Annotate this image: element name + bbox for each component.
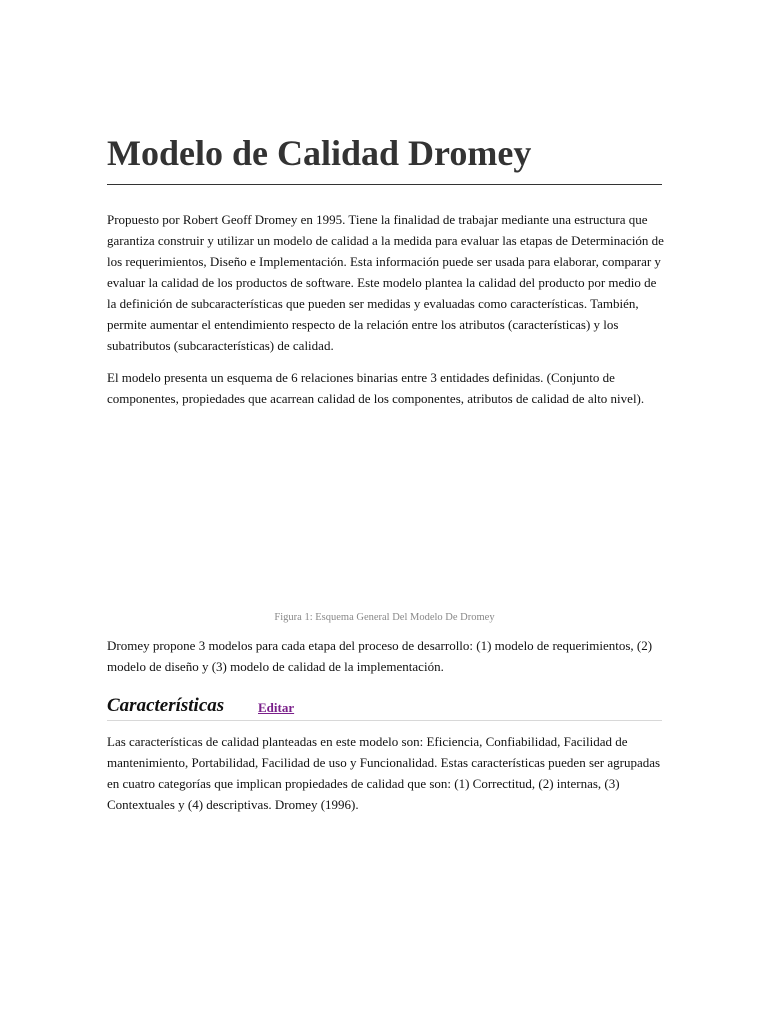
characteristics-paragraph: Las características de calidad planteadas en este modelo son: Eficiencia, Confiabilidad, Facilidad de mantenimiento, Portabilidad, Facilidad de uso y Funcionalidad. Estas características pueden ser agrupadas en cuatro categorías que implican propiedades de calidad que son: (1) Correctitud, (2) internas, (3) Contextuales y (4) descriptivas. Dromey (1996).	[107, 734, 661, 812]
section-header	[107, 694, 662, 721]
edit-link[interactable]: Editar	[258, 700, 295, 715]
figure-caption: Figura 1: Esquema General Del Modelo De Dromey	[274, 612, 495, 623]
figure-placeholder	[107, 420, 662, 600]
intro-paragraph: Propuesto por Robert Geoff Dromey en 1995. Tiene la finalidad de trabajar mediante una estructura que garantiza construir y utilizar un modelo de calidad a la medida para evaluar las etapas de Determinación de los requerimientos, Diseño e Implementación. Esta información puede ser usada para elaborar, comparar y evaluar la calidad de los productos de software. Este modelo plantea la calidad del producto por medio de la definición de subcaracterísticas que pueden ser medidas y evaluadas como características. También, permite aumentar el entendimiento respecto de la relación entre los atributos (características) y los subatributos (subcaracterísticas) de calidad.	[107, 212, 664, 353]
section-title: Características	[107, 695, 225, 716]
page-title: Modelo de Calidad Dromey	[107, 133, 532, 173]
title-divider	[107, 184, 662, 185]
model-paragraph: El modelo presenta un esquema de 6 relaciones binarias entre 3 entidades definidas. (Conjunto de componentes, propiedades que acarrean calidad de los componentes, atributos de calidad de alto nivel).	[107, 370, 645, 406]
models-paragraph: Dromey propone 3 modelos para cada etapa del proceso de desarrollo: (1) modelo de requerimientos, (2) modelo de diseño y (3) modelo de calidad de la implementación.	[107, 638, 653, 674]
